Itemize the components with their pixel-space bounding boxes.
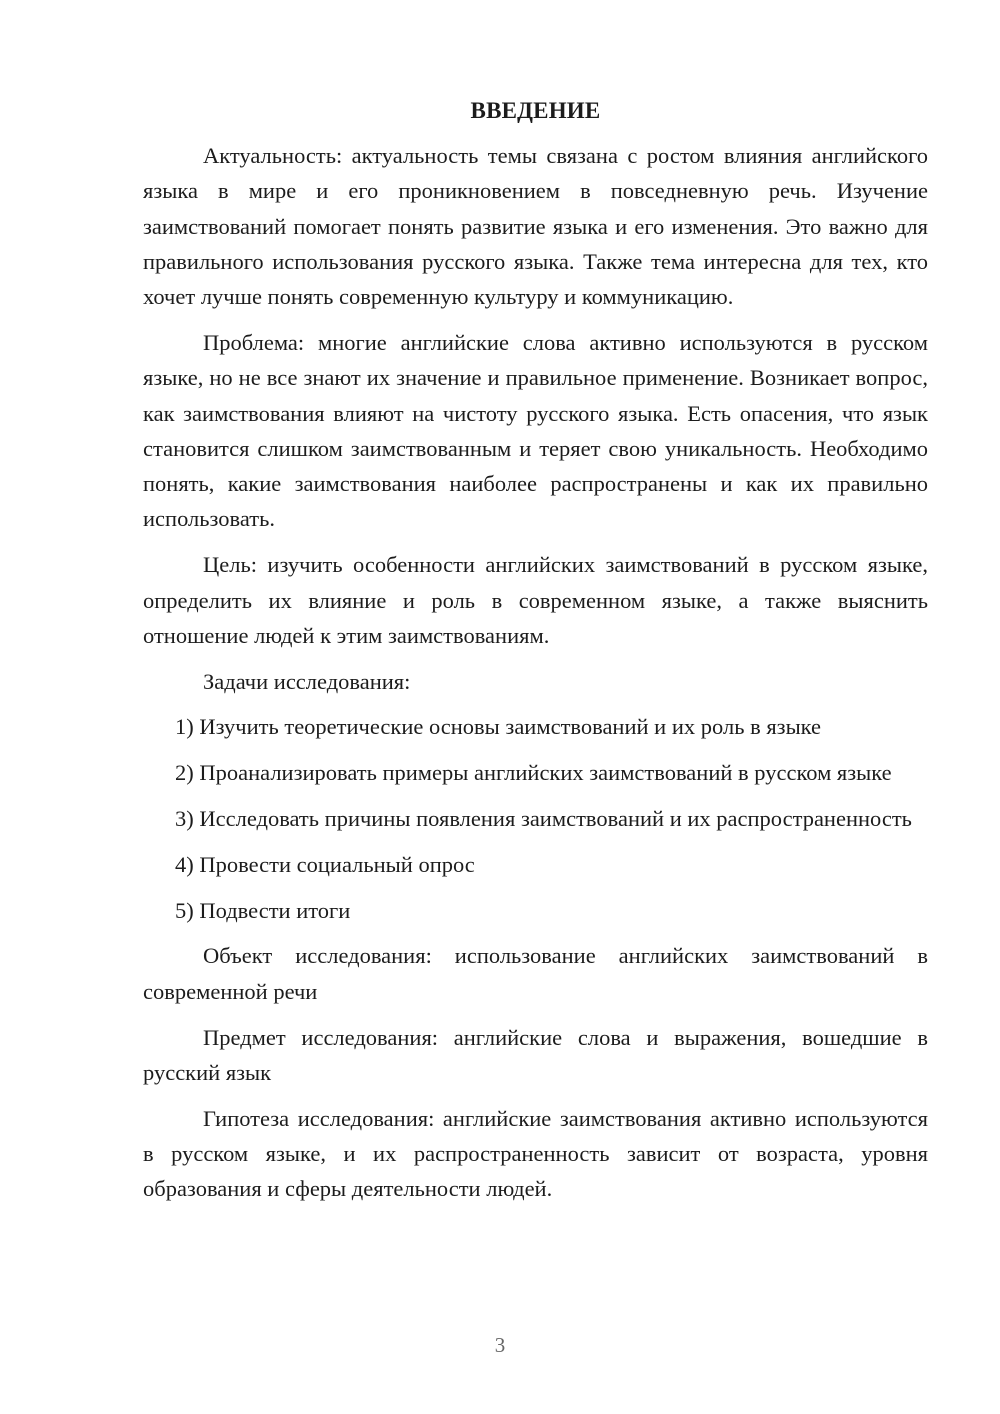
task-item: 2) Проанализировать примеры английских заимствований в русском языке <box>175 760 892 786</box>
tasks-heading: Задачи исследования: <box>203 668 411 694</box>
task-item: 4) Провести социальный опрос <box>175 851 475 877</box>
object-paragraph: Объект исследования: использование английских заимствований в современной речи <box>143 943 928 1004</box>
task-item: 5) Подвести итоги <box>175 897 351 923</box>
task-item: 1) Изучить теоретические основы заимствований и их роль в языке <box>175 714 822 740</box>
page-number: 3 <box>494 1333 506 1357</box>
hypothesis-paragraph: Гипотеза исследования: английские заимствования активно используются в русском языке, и их распространенность зависит от возраста, уровня образования и сферы деятельности людей. <box>143 1105 928 1202</box>
problem-paragraph: Проблема: многие английские слова активно используются в русском языке, но не все знают их значение и правильное применение. Возникает вопрос, как заимствования влияют на чистоту русского языка. Есть опасения, что язык становится слишком заимствованным и теряет свою уникальность. Необходимо понять, какие заимствования наиболее распространены и как их правильно использовать. <box>143 329 928 532</box>
task-item: 3) Исследовать причины появления заимствований и их распространенность <box>175 806 912 832</box>
goal-paragraph: Цель: изучить особенности английских заимствований в русском языке, определить их влияние и роль в современном языке, а также выяснить отношение людей к этим заимствованиям. <box>143 552 928 648</box>
relevance-paragraph: Актуальность: актуальность темы связана с ростом влияния английского языка в мире и его проникновением в повседневную речь. Изучение заимствований помогает понять развитие языка и его изменения. Это важно для правильного использования русского языка. Также тема интересна для тех, кто хочет лучше понять современную культуру и коммуникацию. <box>143 143 928 310</box>
document-page <box>143 96 928 1217</box>
subject-paragraph: Предмет исследования: английские слова и выражения, вошедшие в русский язык <box>143 1024 928 1085</box>
page-title: ВВЕДЕНИЕ <box>470 98 601 123</box>
